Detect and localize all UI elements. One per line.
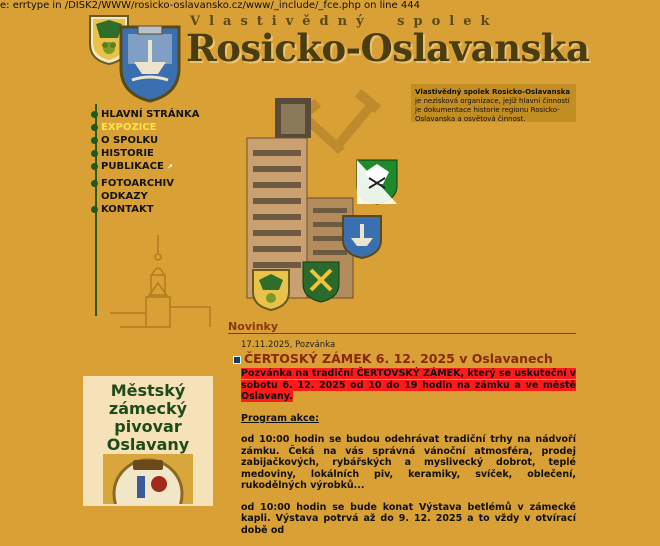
header-montage-image (235, 88, 405, 313)
nav-bullet-icon (91, 124, 98, 131)
program-paragraph-1: od 10:00 hodin se budou odehrávat tradiční trhy na nádvoří zámku. Čeká na vás správná vánoční atmosféra, prodej zabijačkových, rybářských a myslivecký dobrot, teplé medoviny, lokálních piv, keramiky, svíček, oblečení, rukodělných výrobků... (241, 434, 576, 491)
news-meta: 17.11.2025, Pozvánka (241, 340, 336, 350)
nav-item-fotoarchiv[interactable]: FOTOARCHIV (91, 177, 199, 190)
nav-bullet-icon (91, 206, 98, 213)
nav-item-hlavni-stranka[interactable]: HLAVNÍ STRÁNKA (91, 108, 199, 121)
church-silhouette-decoration (100, 235, 220, 335)
town-crest-right (118, 24, 182, 104)
nav-bullet-icon (91, 180, 98, 187)
site-subtitle: Vlastivědný spolek (190, 14, 499, 29)
nav-item-expozice[interactable]: EXPOZICE (91, 121, 199, 134)
nav-item-o-spolku[interactable]: O SPOLKU (91, 134, 199, 147)
nav-bullet-icon (91, 111, 98, 118)
nav-item-odkazy[interactable]: ODKAZY (101, 191, 148, 202)
nav-item-historie[interactable]: HISTORIE (91, 147, 199, 160)
news-section-title: Novinky (228, 320, 279, 333)
nav-item-kontakt[interactable]: KONTAKT (91, 203, 199, 216)
news-divider (228, 333, 576, 334)
php-error-line: e: errtype in /DISK2/WWW/rosicko-oslavansko.cz/www/_include/_fce.php on line 444 (0, 0, 420, 11)
external-link-icon: ↗ (166, 163, 173, 171)
nav-bullet-icon (91, 137, 98, 144)
nav-item-publikace[interactable]: PUBLIKACE ↗ (91, 160, 199, 174)
program-heading: Program akce: (241, 412, 319, 424)
nav-bullet-icon (91, 150, 98, 157)
highlighted-invitation: Pozvánka na tradiční ČERTOVSKÝ ZÁMEK, který se uskuteční v sobotu 6. 12. 2025 od 10 do 19 hodin na zámku a ve městě Oslavany. (241, 368, 576, 402)
pivovar-advert[interactable]: Městský zámecký pivovar Oslavany (83, 376, 213, 506)
square-bullet-icon (233, 356, 241, 364)
news-article-body (241, 368, 576, 546)
program-paragraph-2: od 10:00 hodin se bude konat Výstava betlémů v zámecké kapli. Výstava potrvá až do 9. 12. 2025 a to vždy v otvírací době od (241, 501, 576, 536)
site-title[interactable]: Rosicko-Oslavanska (186, 26, 590, 70)
news-article-title[interactable]: ČERTOSKÝ ZÁMEK 6. 12. 2025 v Oslavanech (233, 351, 553, 366)
nav-bullet-icon (91, 163, 98, 170)
brewery-logo-icon (103, 454, 193, 504)
main-navigation (91, 108, 199, 216)
intro-description: Vlastivědný spolek Rosicko-Oslavanska je nezisková organizace, jejíž hlavní činností je dokumentace historie regionu Rosicko-Oslavanska a osvětová činnost. (411, 84, 576, 122)
